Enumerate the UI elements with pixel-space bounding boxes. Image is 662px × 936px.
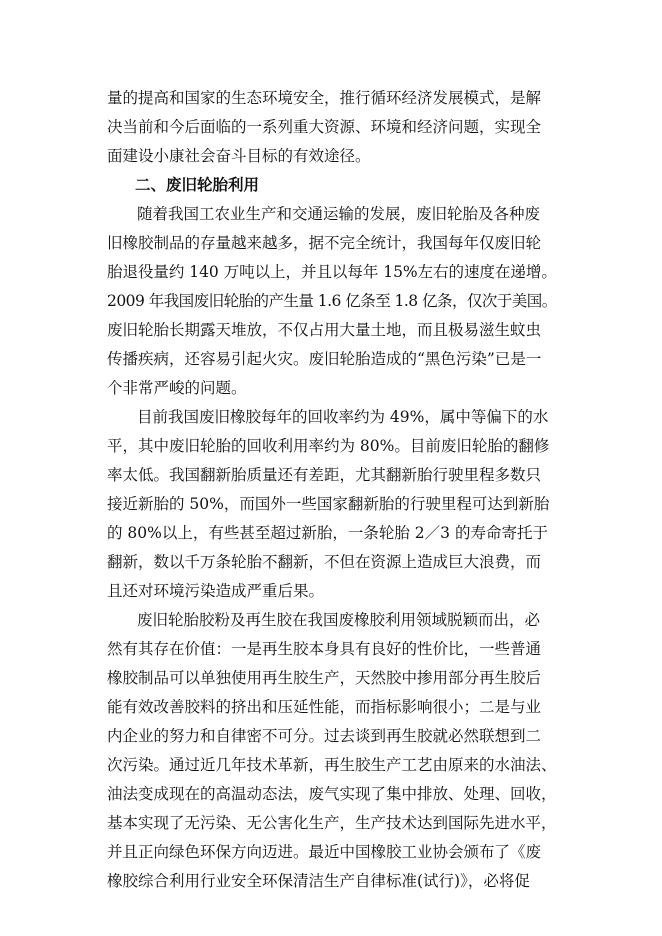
paragraph-1-line-2: 决当前和今后面临的一系列重大资源、环境和经济问题，实现全 (107, 118, 542, 136)
paragraph-2-line-2: 旧橡胶制品的存量越来越多，据不完全统计，我国每年仅废旧轮 (107, 234, 542, 252)
paragraph-4-line-2: 然有其存在价值：一是再生胶本身具有良好的性价比，一些普通 (107, 640, 542, 658)
paragraph-3-line-1: 目前我国废旧橡胶每年的回收率约为 49%，属中等偏下的水 (137, 408, 549, 426)
paragraph-2-line-3: 胎退役量约 140 万吨以上，并且以每年 15%左右的速度在递增。 (107, 263, 557, 281)
paragraph-2-line-5: 废旧轮胎长期露天堆放，不仅占用大量土地，而且极易滋生蚊虫 (107, 321, 542, 339)
paragraph-2-line-6: 传播疾病，还容易引起火灾。废旧轮胎造成的“黑色污染”已是一 (107, 350, 542, 368)
paragraph-3-line-7: 且还对环境污染造成严重后果。 (107, 582, 325, 600)
paragraph-1-line-3: 面建设小康社会奋斗目标的有效途径。 (107, 147, 371, 165)
paragraph-4-line-3: 橡胶制品可以单独使用再生胶生产，天然胶中掺用部分再生胶后 (107, 669, 542, 687)
paragraph-4-line-4: 能有效改善胶料的挤出和压延性能，而指标影响很小；二是与业 (107, 698, 542, 716)
paragraph-4-line-9: 并且正向绿色环保方向迈进。最近中国橡胶工业协会颁布了《废 (107, 843, 542, 861)
paragraph-4-line-7: 油法变成现在的高温动态法，废气实现了集中排放、处理、回收， (107, 785, 557, 803)
paragraph-3-line-4: 接近新胎的 50%，而国外一些国家翻新胎的行驶里程可达到新胎 (107, 495, 550, 513)
paragraph-3-line-6: 翻新，数以千万条轮胎不翻新，不但在资源上造成巨大浪费，而 (107, 553, 542, 571)
section-heading: 二、废旧轮胎利用 (135, 175, 260, 194)
paragraph-4-line-1: 废旧轮胎胶粉及再生胶在我国废橡胶利用领域脱颖而出，必 (137, 611, 541, 629)
paragraph-3-line-5: 的 80%以上，有些甚至超过新胎，一条轮胎 2／3 的寿命寄托于 (107, 524, 548, 542)
paragraph-4-line-6: 次污染。通过近几年技术革新，再生胶生产工艺由原来的水油法、 (107, 756, 557, 774)
paragraph-4-line-10: 橡胶综合利用行业安全环保清洁生产自律标准(试行)》，必将促 (107, 872, 530, 890)
paragraph-3-line-2: 平，其中废旧轮胎的回收利用率约为 80%。目前废旧轮胎的翻修 (107, 437, 550, 455)
paragraph-2-line-1: 随着我国工农业生产和交通运输的发展，废旧轮胎及各种废 (137, 205, 541, 223)
paragraph-2-line-4: 2009 年我国废旧轮胎的产生量 1.6 亿条至 1.8 亿条，仅次于美国。 (107, 292, 557, 310)
paragraph-4-line-5: 内企业的努力和自律密不可分。过去谈到再生胶就必然联想到二 (107, 727, 542, 745)
paragraph-3-line-3: 率太低。我国翻新胎质量还有差距，尤其翻新胎行驶里程多数只 (107, 466, 542, 484)
paragraph-4-line-8: 基本实现了无污染、无公害化生产，生产技术达到国际先进水平， (107, 814, 557, 832)
paragraph-1-line-1: 量的提高和国家的生态环境安全，推行循环经济发展模式，是解 (107, 89, 542, 107)
paragraph-2-line-7: 个非常严峻的问题。 (107, 379, 247, 397)
